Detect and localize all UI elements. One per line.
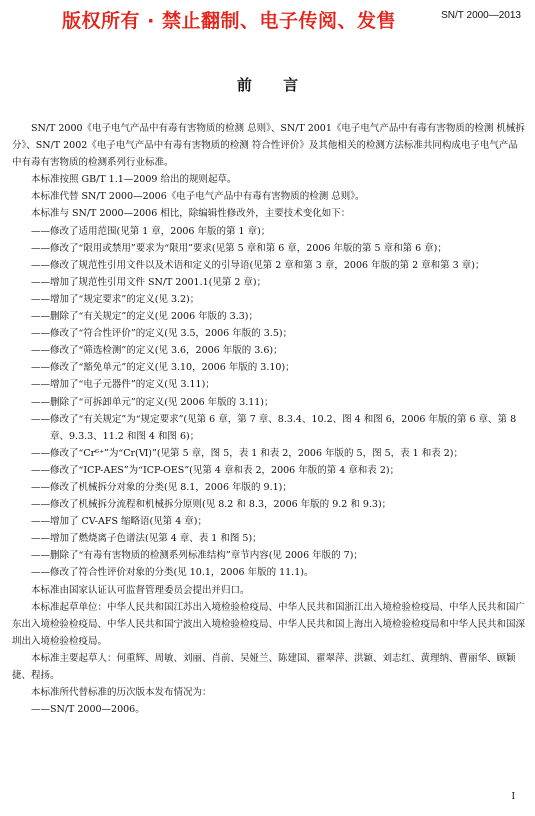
change-list-item: ——增加了 CV-AFS 缩略语(见第 4 章)； [31, 516, 207, 528]
change-list-item: ——删除了“可拆卸单元”的定义(见 2006 年版的 3.11)； [31, 396, 274, 408]
change-list-item: ——删除了“有毒有害物质的检测系列标准结构”章节内容(见 2006 年版的 7)； [31, 550, 363, 562]
body-paragraph: 本标准起草单位：中华人民共和国江苏出入境检验检疫局、中华人民共和国浙江出入境检验检疫局、中华人民共和国广东出入境检验检疫局、中华人民共和国宁波出入境检验检疫局、中华人民共和国上海出入境检验检疫局和中华人民共和国深圳出入境检验检疫局。 [12, 601, 526, 647]
body-paragraph: 本标准代替 SN/T 2000—2006《电子电气产品中有毒有害物质的检测 总则》。 [31, 191, 365, 203]
change-list-item: ——修改了“豁免单元”的定义(见 3.10，2006 年版的 3.10)； [31, 362, 295, 374]
body-paragraph: SN/T 2000《电子电气产品中有毒有害物质的检测 总则》、SN/T 2001《电子电气产品中有毒有害物质的检测 机械拆分》、SN/T 2002《电子电气产品中有毒有害物质的检测 符合性评价》及其他相关的检测方法标准共同构成电子电气产品中有毒有害物质的检测系列行业标准。 [12, 123, 525, 169]
change-list-item: ——SN/T 2000—2006。 [31, 704, 145, 716]
change-list-item: ——修改了符合性评价对象的分类(见 10.1，2006 年版的 11.1)。 [31, 567, 314, 579]
standard-code: SN/T 2000—2013 [441, 10, 521, 21]
change-list-item: ——修改了适用范围(见第 1 章，2006 年版的第 1 章)； [31, 225, 271, 237]
change-list-item: ——修改了规范性引用文件以及术语和定义的引导语(见第 2 章和第 3 章，2006 年版的第 2 章和第 3 章)； [31, 259, 485, 271]
change-list-item: ——修改了“限用或禁用”要求为“限用”要求(见第 5 章和第 6 章，2006 年版的第 5 章和第 6 章)； [31, 242, 447, 254]
body-paragraph: 本标准主要起草人：何重辉、周敏、刘丽、肖前、吴娅兰、陈建国、翟翠萍、洪颖、刘志红、黄理纳、曹丽华、顾颖捷、程扬。 [12, 652, 516, 681]
copyright-watermark: 版权所有 · 禁止翻制、电子传阅、发售 [62, 10, 396, 32]
change-list-item: ——增加了“规定要求”的定义(见 3.2)； [31, 293, 200, 305]
change-list-item: ——增加了规范性引用文件 SN/T 2001.1(见第 2 章)； [31, 276, 267, 288]
body-paragraph: 本标准由国家认证认可监督管理委员会提出并归口。 [31, 584, 250, 596]
change-list-item: ——增加了“电子元器件”的定义(见 3.11)； [31, 379, 215, 391]
body-paragraph: 本标准按照 GB/T 1.1—2009 给出的规则起草。 [31, 174, 237, 186]
change-list-item: ——增加了燃烧离子色谱法(见第 4 章、表 1 和图 5)； [31, 533, 262, 545]
change-list-item: ——修改了“有关规定”为“规定要求”(见第 6 章，第 7 章、8.3.4、10.2、图 4 和图 6，2006 年版的第 6 章、第 8 章、9.3.3、11.2 和图 4 和图 6)； [31, 413, 517, 442]
change-list-item: ——修改了机械拆分流程和机械拆分原则(见 8.2 和 8.3，2006 年版的 9.2 和 9.3)； [31, 499, 392, 511]
change-list-item: ——删除了“有关规定”的定义(见 2006 年版的 3.3)； [31, 311, 258, 323]
change-list-item: ——修改了“筛选检测”的定义(见 3.6，2006 年版的 3.6)； [31, 345, 283, 357]
body-paragraph: 本标准与 SN/T 2000—2006 相比，除编辑性修改外，主要技术变化如下： [31, 208, 351, 220]
change-list-item: ——修改了“ICP-AES”为“ICP-OES”(见第 4 章和表 2，2006 年版的第 4 章和表 2)； [31, 464, 400, 476]
change-list-item: ——修改了“Cr⁶⁺”为“Cr(Ⅵ)”(见第 5 章，图 5，表 1 和表 2，2006 年版的 5，图 5，表 1 和表 2)； [31, 447, 464, 459]
page-title: 前 言 [236, 76, 299, 94]
page-number: I [511, 792, 515, 802]
change-list-item: ——修改了“符合性评价”的定义(见 3.5，2006 年版的 3.5)； [31, 328, 293, 340]
body-paragraph: 本标准所代替标准的历次版本发布情况为： [31, 687, 212, 699]
change-list-item: ——修改了机械拆分对象的分类(见 8.1，2006 年版的 9.1)； [31, 481, 292, 493]
preface-body [12, 120, 526, 718]
